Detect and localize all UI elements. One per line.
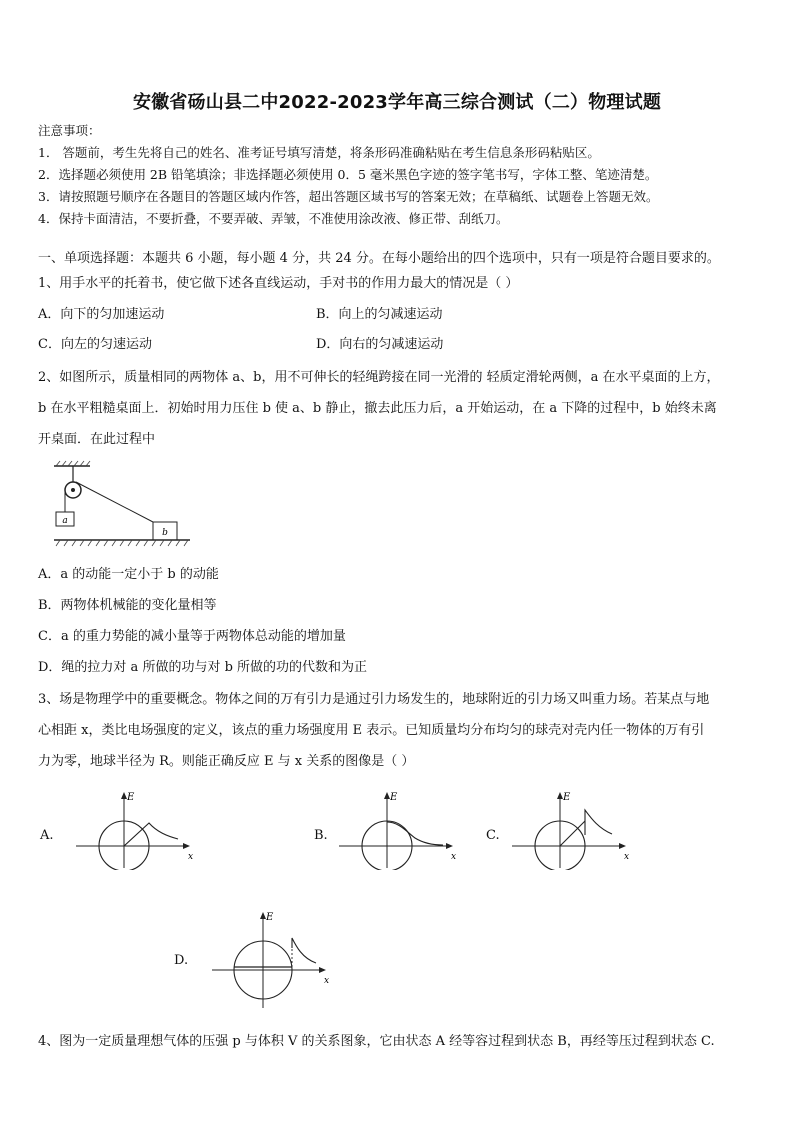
q3-graph-d xyxy=(208,908,336,1010)
q1-option-a: A．向下的匀加速运动 xyxy=(38,307,165,322)
section-1-header: 一、单项选择题：本题共 6 小题，每小题 4 分，共 24 分。在每小题给出的四个选项中，只有一项是符合题目要求的。 xyxy=(38,251,720,266)
svg-text:x: x xyxy=(624,852,630,862)
q3-graph-c xyxy=(508,788,636,870)
q2-line-1: 2、如图所示，质量相同的两物体 a、b，用不可伸长的轻绳跨接在同一光滑的 轻质定滑轮两侧，a 在水平桌面的上方， xyxy=(38,370,720,385)
q1-option-c: C．向左的匀速运动 xyxy=(38,337,152,352)
q3-line-2: 心相距 x，类比电场强度的定义，该点的重力场强度用 E 表示。已知质量均分布均匀的球壳对壳内任一物体的万有引 xyxy=(38,723,705,738)
q1-stem: 1、用手水平的托着书，使它做下述各直线运动，手对书的作用力最大的情况是（ ） xyxy=(38,276,519,291)
svg-text:x: x xyxy=(324,976,330,986)
svg-text:E: E xyxy=(266,912,274,923)
q3-option-a-label: A. xyxy=(40,828,54,843)
q2-option-b: B．两物体机械能的变化量相等 xyxy=(38,598,217,613)
svg-text:E: E xyxy=(563,792,571,803)
svg-text:E: E xyxy=(127,792,135,803)
notice-heading: 注意事项： xyxy=(38,123,101,138)
notice-item-4: 4．保持卡面清洁，不要折叠，不要弄破、弄皱，不准使用涂改液、修正带、刮纸刀。 xyxy=(38,211,509,226)
q2-line-3: 开桌面．在此过程中 xyxy=(38,432,156,447)
q2-option-d: D．绳的拉力对 a 所做的功与对 b 所做的功的代数和为正 xyxy=(38,660,368,675)
svg-text:x: x xyxy=(188,852,194,862)
q2-option-c: C．a 的重力势能的减小量等于两物体总动能的增加量 xyxy=(38,629,346,644)
block-b-label: b xyxy=(162,528,168,538)
q4-stem: 4、图为一定质量理想气体的压强 p 与体积 V 的关系图象，它由状态 A 经等容过程到状态 B，再经等压过程到状态 C. xyxy=(38,1034,715,1049)
q3-option-c-label: C. xyxy=(486,828,500,843)
q3-line-1: 3、场是物理学中的重要概念。物体之间的万有引力是通过引力场发生的，地球附近的引力场又叫重力场。若某点与地 xyxy=(38,692,710,707)
q3-graph-a xyxy=(72,788,200,870)
q2-option-a: A．a 的动能一定小于 b 的动能 xyxy=(38,567,219,582)
page-title: 安徽省砀山县二中2022-2023学年高三综合测试（二）物理试题 xyxy=(132,92,662,113)
q3-option-d-label: D. xyxy=(174,953,189,968)
pulley-figure xyxy=(50,460,195,552)
q3-graph-b xyxy=(335,788,463,870)
notice-item-3: 3．请按照题号顺序在各题目的答题区域内作答，超出答题区域书写的答案无效；在草稿纸、试题卷上答题无效。 xyxy=(38,189,659,204)
svg-text:x: x xyxy=(451,852,457,862)
block-a-label: a xyxy=(62,516,68,526)
q3-option-b-label: B. xyxy=(314,828,328,843)
notice-item-2: 2．选择题必须使用 2B 铅笔填涂；非选择题必须使用 0．5 毫米黑色字迹的签字笔书写，字体工整、笔迹清楚。 xyxy=(38,167,658,182)
svg-text:E: E xyxy=(390,792,398,803)
q1-option-b: B．向上的匀减速运动 xyxy=(316,307,443,322)
q3-line-3: 力为零，地球半径为 R。则能正确反应 E 与 x 关系的图像是（ ） xyxy=(38,754,415,769)
q2-line-2: b 在水平粗糙桌面上．初始时用力压住 b 使 a、b 静止，撤去此压力后，a 开始运动，在 a 下降的过程中，b 始终未离 xyxy=(38,401,717,416)
notice-item-1: 1． 答题前，考生先将自己的姓名、准考证号填写清楚，将条形码准确粘贴在考生信息条形码粘贴区。 xyxy=(38,145,600,160)
q1-option-d: D．向右的匀减速运动 xyxy=(316,337,444,352)
